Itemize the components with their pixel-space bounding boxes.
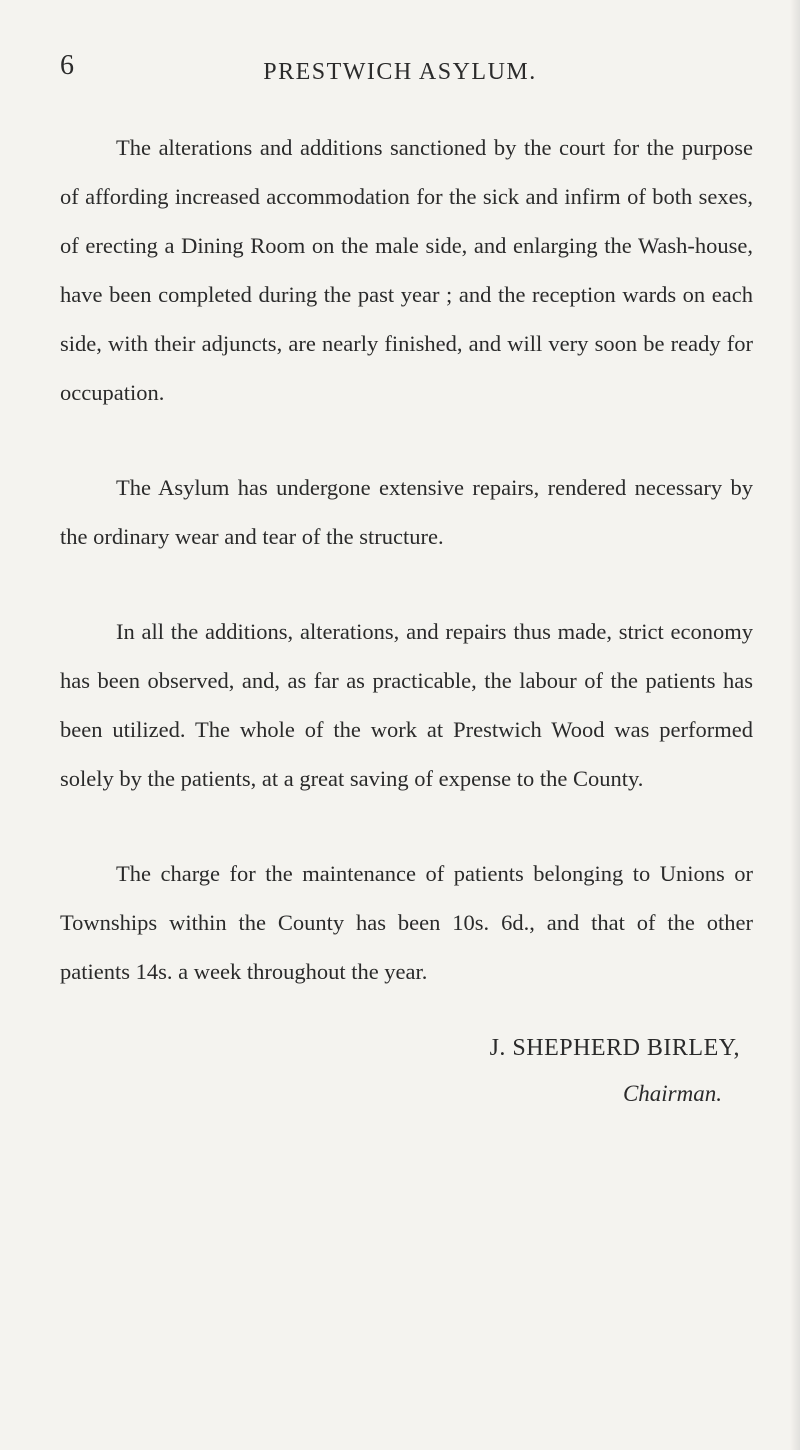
signatory-title: Chairman. [622, 1081, 722, 1106]
paragraph-alterations: The alterations and additions sanctioned by the court for the purpose of affording increased accommodation for the sick and infirm of both sexes, of erecting a Dining Room on the male side, and enlarging the Wash-house, have been completed during the past year ; and the reception wards on each side, with their adjuncts, are nearly finished, and will very soon be ready for occupation. [60, 135, 753, 405]
signatory-name: J. SHEPHERD BIRLEY, [489, 1035, 740, 1061]
page-edge-shadow [790, 0, 800, 1450]
paragraph-economy: In all the additions, alterations, and repairs thus made, strict economy has been observed, and, as far as practicable, the labour of the patients has been utilized. The whole of the work at Prestwich Wood was performed solely by the patients, at a great saving of expense to the County. [60, 619, 753, 791]
paragraph-maintenance-charge: The charge for the maintenance of patients belonging to Unions or Townships within the County has been 10s. 6d., and that of the other patients 14s. a week throughout the year. [60, 861, 753, 984]
running-title: PRESTWICH ASYLUM. [263, 59, 537, 85]
page-number: 6 [60, 50, 74, 81]
body-text [60, 123, 753, 996]
paragraph-repairs: The Asylum has undergone extensive repairs, rendered necessary by the ordinary wear and tear of the structure. [60, 475, 753, 549]
